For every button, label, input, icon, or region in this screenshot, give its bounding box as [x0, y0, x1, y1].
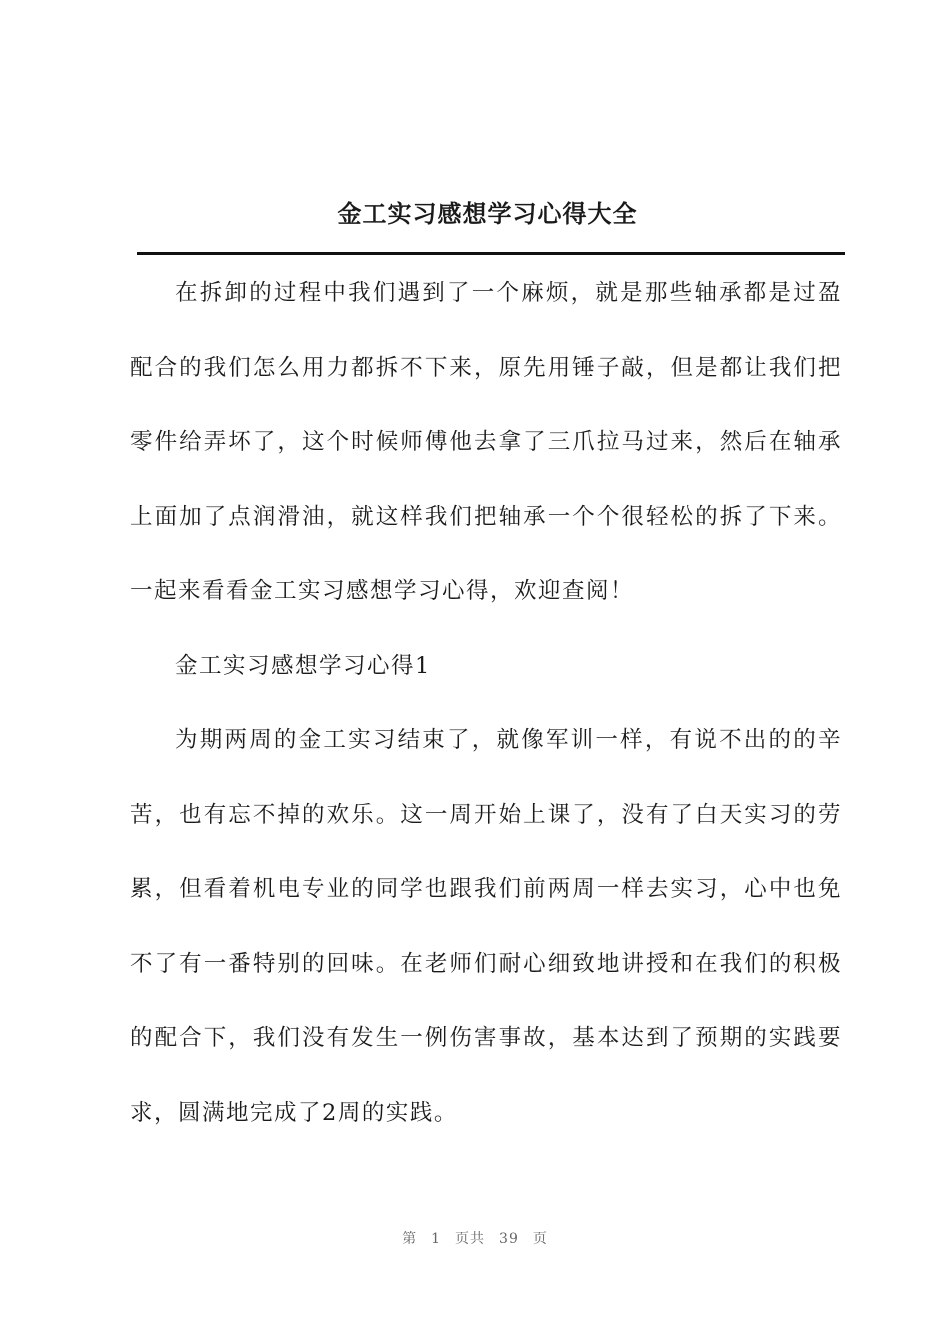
page-footer [0, 1228, 950, 1248]
title-underline [137, 252, 845, 255]
footer-middle: 页共 [455, 1231, 486, 1247]
document-body [130, 256, 842, 1150]
paragraph-section-1: 为期两周的金工实习结束了，就像军训一样，有说不出的的辛苦，也有忘不掉的欢乐。这一周开始上课了，没有了白天实习的劳累，但看着机电专业的同学也跟我们前两周一样去实习，心中也免不了有一番特别的回味。在老师们耐心细致地讲授和在我们的积极的配合下，我们没有发生一例伤害事故，基本达到了预期的实践要求，圆满地完成了2周的实践。 [130, 727, 842, 1126]
paragraph-intro: 在拆卸的过程中我们遇到了一个麻烦，就是那些轴承都是过盈配合的我们怎么用力都拆不下来，原先用锤子敲，但是都让我们把零件给弄坏了，这个时候师傅他去拿了三爪拉马过来，然后在轴承上面加了点润滑油，就这样我们把轴承一个个很轻松的拆了下来。一起来看看金工实习感想学习心得，欢迎查阅！ [130, 280, 842, 604]
footer-suffix: 页 [532, 1231, 548, 1247]
footer-page-number: 1 [431, 1231, 442, 1247]
section-heading: 金工实习感想学习心得1 [175, 652, 431, 679]
footer-prefix: 第 [402, 1231, 418, 1247]
document-title: 金工实习感想学习心得大全 [337, 199, 638, 228]
footer-total-pages: 39 [499, 1231, 519, 1247]
